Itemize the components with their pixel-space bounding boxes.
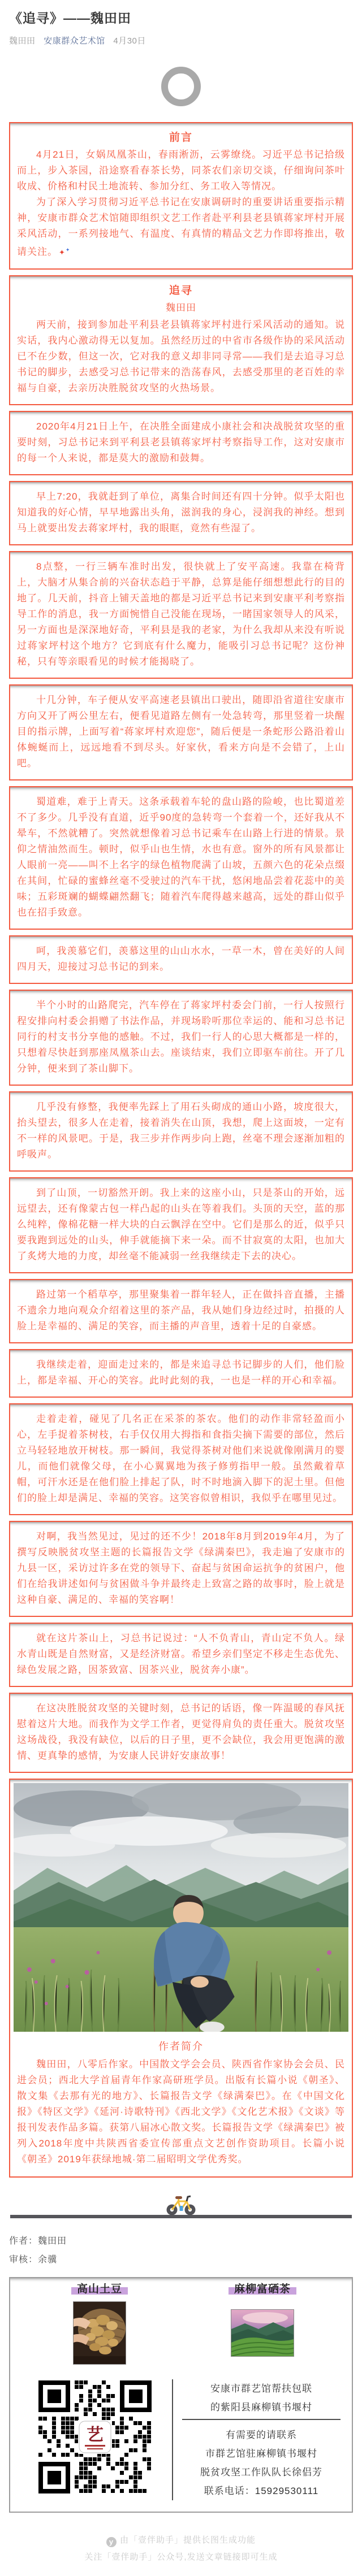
byline-author: 魏田田 — [9, 36, 36, 46]
essay-paragraph: 早上7:20，我就赶到了单位，离集合时间还有四十分钟。似乎太阳也知道我的好心情，早早地露出头角，滋润我的身心，浸润我的神经。想到马上就要出发去蒋家坪村，我的眼眶，竟然有些湿了。 — [17, 491, 345, 534]
contact-divider — [182, 2419, 341, 2420]
credit-author: 作者：魏田田 — [9, 2236, 67, 2246]
essay-paragraph: 走着走着，碰见了几名正在采茶的茶农。他们的动作非常轻盈而小心，左手捉着茶树枝，右手仅仅用大拇指和食指尖摘下需要的部位，然后立马轻轻地放开树枝。那一瞬间，我觉得茶树对他们来说就像刚满月的婴儿，而他们就像父母，在小心翼翼地为孩子修剪指甲一般。虽然戴着草帽，可汗水还是在他们脸上排起了队，时不时地滴入脚下的泥土里。但他们的脸上却是满足、幸福的笑容。这笑容似曾相识，我似乎在哪里见过。 — [17, 1413, 345, 1503]
essay-heading: 追寻 — [169, 285, 193, 297]
essay-section — [9, 1521, 353, 1617]
essay-section — [9, 551, 353, 679]
essay-section — [9, 1623, 353, 1687]
qr-code — [37, 2379, 153, 2495]
contact-line: 的紫阳县麻柳镇书堰村 — [210, 2402, 312, 2413]
author-photo — [14, 1783, 348, 2032]
essay-paragraph: 几乎没有修整，我便率先踩上了用石头砌成的通山小路，坡度很大，抬头望去，很多人在走着，接着消失在山顶，我想，爬上这面坡，一定有不一样的风景吧。于是，我三步并作两步向上跑，丝毫不理会逐渐加粗的呼吸声。 — [17, 1101, 345, 1160]
footer-line: 关注「壹伴助手」公众号,发送文章链接即可生成 — [84, 2552, 278, 2562]
essay-section — [9, 1091, 353, 1172]
author-bio-section — [9, 1779, 353, 2178]
essay-paragraph: 就在这片茶山上，习总书记说过：“人不负青山，青山定不负人。绿水青山既是自然财富，又是经济财富。希望乡亲们坚定不移走生态优先、绿色发展之路，因茶致富、因茶兴业，脱贫奔小康”。 — [17, 1633, 345, 1675]
essay-paragraph: 我继续走着，迎面走过来的，都是来追寻总书记脚步的人们，他们脸上，都是幸福、开心的笑容。此时此刻的我，一也是一样的开心和幸福。 — [17, 1359, 345, 1386]
essay-paragraph: 对啊，我当然见过，见过的还不少！2018年8月到2019年4月，为了撰写反映脱贫攻坚主题的长篇报告文学《绿满秦巴》，我走遍了安康市的九县一区，采访过许多在党的领导下、奋起与贫困命运抗争的贫困户，他们在给我讲述如何与贫困做斗争并最终走上致富之路的故事时，脸上就是这种自豪、满足的、幸福的笑容啊！ — [17, 1531, 345, 1605]
essay-section — [9, 1177, 353, 1273]
byline — [9, 34, 353, 46]
essay-paragraph: 蜀道难，难于上青天。这条承载着车轮的盘山路的险峻，也比蜀道差不了多少。几乎没有直道，近乎90度的急转弯一个套着一个，还好我从不晕车，不然就糟了。突然就想像着习总书记乘车在山路上行进的情景。景仰之情油然而生。顿时，似乎山也生情，水也有意。窗外的所有风景都让人眼前一亮——叫不上名字的绿色植物爬满了山坡，五颜六色的花朵点缀在其间，忙碌的蜜蜂丝毫不受驶过的汽车干扰，悠闲地品尝着花蕊中的美味；五彩斑斓的蝴蝶翩然翻飞；随着汽车爬得越来越高，远处的群山似乎也在招手致意。 — [17, 796, 345, 918]
essay-section — [9, 990, 353, 1086]
essay-paragraph: 两天前，接到参加赴平利县老县镇蒋家坪村进行采风活动的通知。说实话，我内心激动得无以复加。虽然经历过的中省市各级作协的采风活动已不在少数，但这一次，它对我的意义却非同寻常——我们是去追寻习总书记的脚步，去感受习总书记带来的浩荡春风，去感受那里的老百姓的幸福与自豪，去亲历决胜脱贫攻坚的火热场景。 — [17, 319, 345, 393]
essay-paragraph: 2020年4月21日上午，在决胜全面建成小康社会和决战脱贫攻坚的重要时刻，习总书记来到平利县老县镇蒋家坪村考察指导工作，这对安康市的每一个人来说，都是莫大的激励和鼓舞。 — [17, 421, 345, 463]
promo-label-potato: 高山土豆 — [71, 2287, 128, 2295]
essay-section — [9, 481, 353, 545]
page-title: 《追寻》——魏田田 — [9, 11, 131, 25]
promo-label-tea: 麻柳富硒茶 — [229, 2287, 296, 2295]
sparkle-icon: ✦ — [65, 247, 71, 253]
essay-paragraph: 路过第一个稻草亭，那里聚集着一群年轻人，正在做抖音直播，主播不遗余力地向观众介绍着这里的茶产品，我从她们身边经过时，拍摄的人脸上是幸福的、满足的笑容，而主播的声音里，透着十足的自豪感。 — [17, 1289, 345, 1332]
essay-paragraph: 8点整，一行三辆车准时出发，很快就上了安平高速。我靠在椅背上，大脑才从集合前的兴奋状态趋于平静，总算是能仔细想想此行的目的地了。几天前，抖音上铺天盖地的都是习近平总书记来到安康平利考察指导工作的消息，我一方面惋惜自己没能在现场，一睹国家领导人的风采，另一方面也是深深地好奇，平利县是我的老家，为什么我却从来没有听说过蒋家坪村这个地方？它到底有什么魔力，能吸引习总书记呢？这份神秘，只有等亲眼看见的时候才能揭晓了。 — [17, 561, 345, 667]
preface-paragraph: 为了深入学习贯彻习近平总书记在安康调研时的重要讲话重要指示精神，安康市群众艺术馆随即组织文艺工作者赴平利县老县镇蒋家坪村开展采风活动，一系列接地气、有温度、有真情的精品文艺力作即将推出，敬请关注。 ✦✦ — [17, 197, 345, 257]
essay-section — [9, 1279, 353, 1343]
sparkle-icon: ✦ — [59, 248, 66, 257]
yiban-logo-icon: y — [106, 2537, 117, 2547]
essay-paragraph: 半个小时的山路爬完，汽车停在了蒋家坪村委会门前，一行人按照行程安排向村委会捐赠了书法作品，并现场聆听那位幸运的、能和习总书记同行的村支书分享他的感触。不过，我们一行人的心思大概都是一样的，只想着尽快赶到那座凤凰茶山去。座谈结束，我们立即驱车前往。开了几分钟，便来到了茶山脚下。 — [17, 1000, 345, 1074]
contact-line: 安康市群艺馆帮扶包联 — [210, 2383, 312, 2394]
contact-line: 有需要的请联系 — [226, 2430, 297, 2440]
generator-footer — [0, 2532, 362, 2566]
essay-paragraph: 在这决胜脱贫攻坚的关键时刻，总书记的话语，像一阵温暖的春风抚慰着这片大地。而我作为文学工作者，更觉得肩负的责任重大。脱贫攻坚这场战役，我没有缺位，以后的日子里，更不会缺位，我会用更饱满的激情、更真挚的感情，为安康人民讲好安康故事！ — [17, 1703, 345, 1761]
credits — [9, 2232, 353, 2269]
essay-section — [9, 1349, 353, 1398]
contact-info — [172, 2379, 344, 2500]
essay-paragraph: 呵，我羡慕它们，羡慕这里的山山水水，一草一木，曾在美好的人间四月天，迎接过习总书记的到来。 — [17, 946, 345, 972]
essay-paragraph: 十几分钟，车子便从安平高速老县镇出口驶出，随即沿省道往安康市方向又开了两公里左右，便看见道路左侧有一处急转弯，那里竖着一块醒目的指示牌，上面写着“蒋家坪村欢迎您”，随后便是一条蛇形公路沿着山体蜿蜒而上，远远地看不到尽头。好家伙，看来方向是不会错了，上山吧。 — [17, 695, 345, 769]
section-divider — [10, 2189, 352, 2218]
contact-line: 市群艺馆驻麻柳镇书堰村 — [205, 2448, 317, 2459]
essay-section — [9, 935, 353, 984]
contact-line: 脱贫攻坚工作队队长徐侣芳 — [200, 2467, 322, 2478]
bicycle-icon — [165, 2192, 197, 2216]
tea-mountain-photo — [231, 2309, 294, 2357]
essay-title-section — [9, 275, 353, 405]
bio-heading: 作者简介 — [158, 2041, 204, 2052]
preface-heading: 前言 — [169, 132, 193, 144]
loading-ring-icon — [161, 67, 201, 106]
essay-section — [9, 786, 353, 930]
essay-section — [9, 411, 353, 475]
preface-section — [9, 122, 353, 270]
essay-section — [9, 684, 353, 780]
bio-text: 魏田田，八零后作家。中国散文学会会员、陕西省作家协会会员、民进会员；西北大学首届青年作家高研班学员。出版有长篇小说《朝圣》、散文集《去那有光的地方》、长篇报告文学《绿满秦巴》。在《中国文化报》《特区文学》《延河·诗歌特刊》《西北文学》《文化艺术报》《文谈》等报刊发表作品多篇。获第八届冰心散文奖。长篇报告文学《绿满秦巴》被列入2018年度中共陕西省委宣传部重点文艺创作资助项目。长篇小说《朝圣》2019年获绿地城·第二届昭明文学优秀奖。 — [17, 2059, 345, 2165]
contact-phone: 联系电话：15929530111 — [204, 2486, 319, 2496]
account-link[interactable]: 安康群众艺术馆 — [44, 36, 105, 46]
credit-reviewer: 审核：余骥 — [9, 2255, 58, 2265]
essay-section — [9, 1693, 353, 1773]
promo-section — [9, 2277, 353, 2513]
essay-paragraph: 到了山顶，一切豁然开朗。我上来的这座小山，只是茶山的开始，远远望去，还有像蒙古包一样凸起的山头在等着我们。头顶的天空，蓝的那么纯粹，像棉花糖一样大块的白云飘浮在空中。它们是那么的近，似乎只要我跑到远处的山头，伸手就能摘下来一朵。而不甘寂寞的太阳，也加大了炙烤大地的力度，却丝毫不能减弱一丝我继续走下去的决心。 — [17, 1187, 345, 1261]
potato-photo — [73, 2301, 126, 2365]
publish-date: 4月30日 — [113, 36, 146, 46]
essay-author: 魏田田 — [166, 302, 196, 313]
footer-line: 由「壹伴助手」提供长图生成功能 — [119, 2535, 256, 2545]
svg-text:艺: 艺 — [87, 2426, 104, 2444]
preface-paragraph: 4月21日，女娲凤凰茶山，春雨淅沥，云雾缭绕。习近平总书记拾级而上，步入茶园，沿途察看春茶长势，同茶农们亲切交谈，仔细询问茶叶收成、价格和村民土地流转、参加分红、务工收入等情况。 — [17, 149, 345, 192]
essay-section — [9, 1403, 353, 1515]
